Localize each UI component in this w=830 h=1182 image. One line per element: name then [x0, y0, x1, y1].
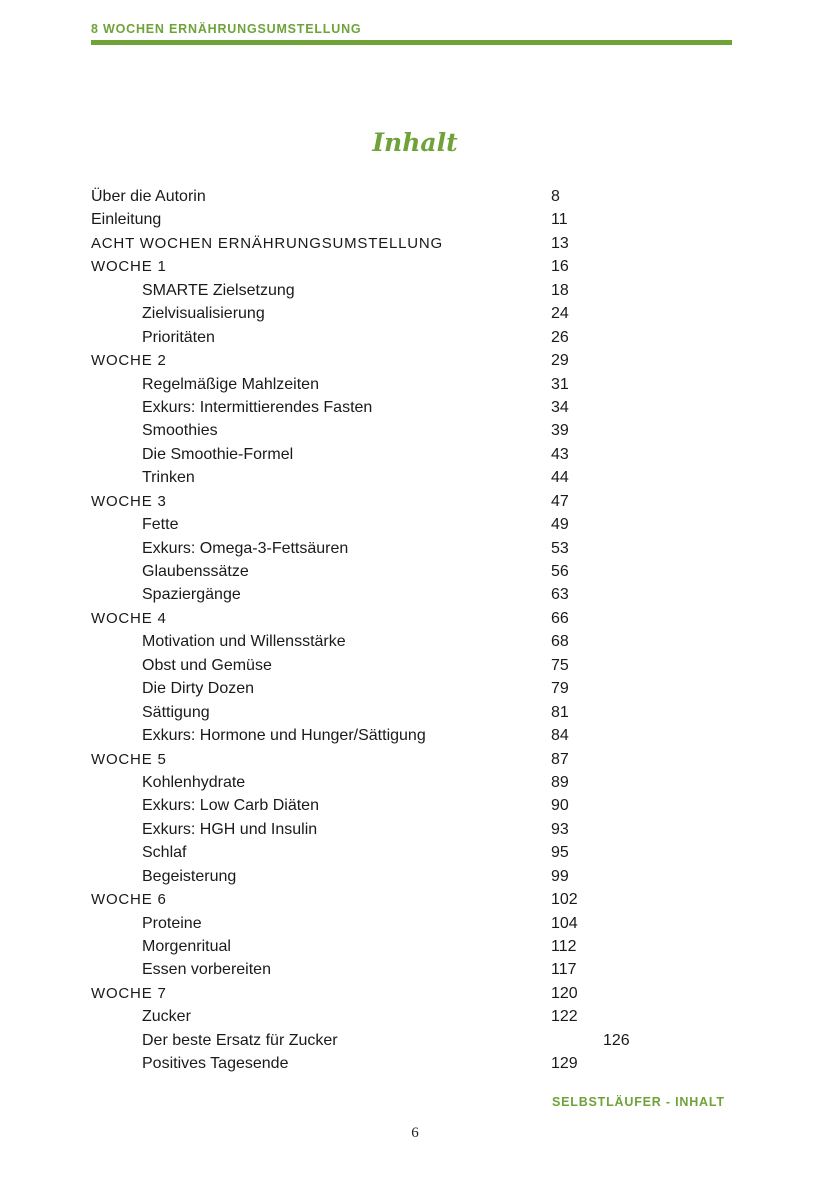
- toc-entry-page: 117: [551, 961, 577, 979]
- toc-entry-page: 31: [551, 375, 569, 393]
- toc-entry-label: Smoothies: [142, 422, 218, 440]
- toc-entry: [91, 1005, 651, 1028]
- running-header: [91, 21, 732, 45]
- toc-entry-label: ACHT WOCHEN ERNÄHRUNGSUMSTELLUNG: [91, 234, 444, 252]
- toc-entry: [91, 677, 651, 700]
- toc-entry-page: 13: [551, 234, 569, 252]
- toc-entry: [91, 279, 651, 302]
- toc-entry-page: 39: [551, 422, 569, 440]
- table-of-contents: [91, 185, 651, 1076]
- toc-entry: [91, 794, 651, 817]
- toc-entry: [91, 935, 651, 958]
- toc-entry: [91, 701, 651, 724]
- toc-entry: [91, 958, 651, 981]
- toc-entry: [91, 255, 651, 278]
- toc-entry: [91, 232, 651, 255]
- toc-entry: [91, 888, 651, 911]
- toc-entry-page: 89: [551, 773, 569, 791]
- toc-entry-page: 129: [551, 1055, 578, 1073]
- toc-entry-label: WOCHE 3: [91, 492, 167, 510]
- toc-entry-label: Essen vorbereiten: [142, 961, 271, 979]
- toc-entry: [91, 982, 651, 1005]
- toc-entry: [91, 583, 651, 606]
- toc-entry-label: Kohlenhydrate: [142, 773, 246, 791]
- toc-entry-page: 79: [551, 680, 569, 698]
- toc-entry: [91, 1029, 651, 1052]
- toc-entry-label: Zielvisualisierung: [142, 305, 265, 323]
- toc-entry-page: 66: [551, 609, 569, 627]
- toc-entry-label: Morgenritual: [142, 938, 231, 955]
- toc-entry-label: Positives Tagesende: [142, 1055, 289, 1073]
- toc-entry-page: 102: [551, 891, 578, 909]
- toc-entry-label: Glaubenssätze: [142, 563, 249, 580]
- toc-entry-label: Exkurs: Hormone und Hunger/Sättigung: [142, 727, 426, 745]
- toc-entry: [91, 1052, 651, 1075]
- toc-entry: [91, 513, 651, 536]
- toc-entry-label: WOCHE 7: [91, 984, 167, 1002]
- toc-entry-label: WOCHE 5: [91, 750, 167, 768]
- toc-entry-label: Schlaf: [142, 844, 187, 862]
- toc-entry: [91, 537, 651, 560]
- toc-entry-label: Über die Autorin: [91, 188, 206, 205]
- toc-entry-page: 56: [551, 563, 569, 580]
- toc-entry-label: Einleitung: [91, 211, 162, 229]
- toc-entry-page: 18: [551, 281, 569, 299]
- toc-entry: [91, 419, 651, 442]
- toc-entry: [91, 302, 651, 325]
- toc-entry: [91, 607, 651, 630]
- toc-entry-page: 81: [551, 703, 569, 721]
- toc-entry-page: 90: [551, 797, 569, 815]
- toc-entry-page: 11: [551, 211, 568, 229]
- page-number: 6: [411, 1125, 419, 1141]
- toc-entry-page: 26: [551, 328, 569, 346]
- toc-entry-page: 29: [551, 352, 569, 370]
- toc-entry: [91, 326, 651, 349]
- toc-entry-label: WOCHE 4: [91, 609, 167, 627]
- toc-entry-label: Die Smoothie-Formel: [142, 445, 294, 463]
- toc-entry: [91, 349, 651, 372]
- toc-entry: [91, 748, 651, 771]
- toc-entry-label: Obst und Gemüse: [142, 656, 272, 674]
- toc-entry-page: 24: [551, 305, 569, 323]
- toc-entry-page: 8: [551, 188, 560, 205]
- toc-entry-label: Sättigung: [142, 703, 210, 721]
- toc-entry: [91, 560, 651, 583]
- toc-entry-label: Motivation und Willensstärke: [142, 633, 346, 651]
- toc-entry-label: Trinken: [142, 469, 195, 487]
- toc-entry: [91, 865, 651, 888]
- toc-entry: [91, 490, 651, 513]
- toc-entry: [91, 771, 651, 794]
- toc-entry-page: 34: [551, 398, 569, 416]
- toc-entry-page: 68: [551, 633, 569, 651]
- toc-entry-page: 84: [551, 727, 569, 745]
- toc-entry-page: 44: [551, 469, 569, 487]
- running-footer-title: SELBSTLÄUFER - INHALT: [552, 1095, 725, 1109]
- toc-entry-page: 75: [551, 656, 569, 674]
- toc-entry-page: 126: [603, 1031, 630, 1049]
- toc-entry-page: 95: [551, 844, 569, 862]
- running-header-title: 8 WOCHEN ERNÄHRUNGSUMSTELLUNG: [91, 22, 362, 36]
- toc-entry: [91, 443, 651, 466]
- toc-entry-label: WOCHE 1: [91, 258, 167, 276]
- toc-entry: [91, 841, 651, 864]
- toc-entry: [91, 466, 651, 489]
- header-rule: [91, 40, 732, 45]
- toc-entry-label: Proteine: [142, 914, 202, 932]
- toc-entry-page: 63: [551, 586, 569, 604]
- page-title: Inhalt: [372, 128, 458, 157]
- toc-entry-label: Regelmäßige Mahlzeiten: [142, 375, 319, 393]
- toc-entry: [91, 185, 651, 208]
- toc-entry-label: Der beste Ersatz für Zucker: [142, 1031, 338, 1049]
- toc-entry: [91, 373, 651, 396]
- toc-entry-label: WOCHE 6: [91, 891, 167, 909]
- toc-entry-page: 120: [551, 984, 578, 1002]
- toc-entry-label: Begeisterung: [142, 867, 237, 885]
- toc-entry-page: 53: [551, 539, 569, 557]
- toc-entry: [91, 818, 651, 841]
- toc-entry-page: 112: [551, 938, 577, 955]
- toc-entry-label: Prioritäten: [142, 328, 215, 346]
- toc-entry-label: Die Dirty Dozen: [142, 680, 255, 698]
- toc-entry-label: SMARTE Zielsetzung: [142, 281, 295, 299]
- toc-entry: [91, 654, 651, 677]
- toc-entry: [91, 208, 651, 231]
- toc-entry-page: 99: [551, 867, 569, 885]
- toc-entry-label: Spaziergänge: [142, 586, 241, 604]
- toc-entry-label: Zucker: [142, 1008, 191, 1026]
- toc-entry: [91, 912, 651, 935]
- toc-entry: [91, 724, 651, 747]
- toc-entry-label: Exkurs: HGH und Insulin: [142, 820, 318, 838]
- toc-entry-page: 49: [551, 516, 569, 534]
- toc-entry-label: Exkurs: Omega-3-Fettsäuren: [142, 539, 349, 557]
- toc-entry-label: Exkurs: Low Carb Diäten: [142, 797, 319, 815]
- toc-entry-page: 122: [551, 1008, 578, 1026]
- toc-entry-label: Exkurs: Intermittierendes Fasten: [142, 398, 373, 416]
- toc-entry-page: 47: [551, 492, 569, 510]
- toc-entry-page: 16: [551, 258, 569, 276]
- toc-entry-page: 87: [551, 750, 569, 768]
- toc-entry-label: Fette: [142, 516, 179, 534]
- toc-entry-page: 93: [551, 820, 569, 838]
- toc-entry: [91, 396, 651, 419]
- toc-entry: [91, 630, 651, 653]
- toc-entry-label: WOCHE 2: [91, 352, 167, 370]
- toc-entry-page: 104: [551, 914, 578, 932]
- toc-entry-page: 43: [551, 445, 569, 463]
